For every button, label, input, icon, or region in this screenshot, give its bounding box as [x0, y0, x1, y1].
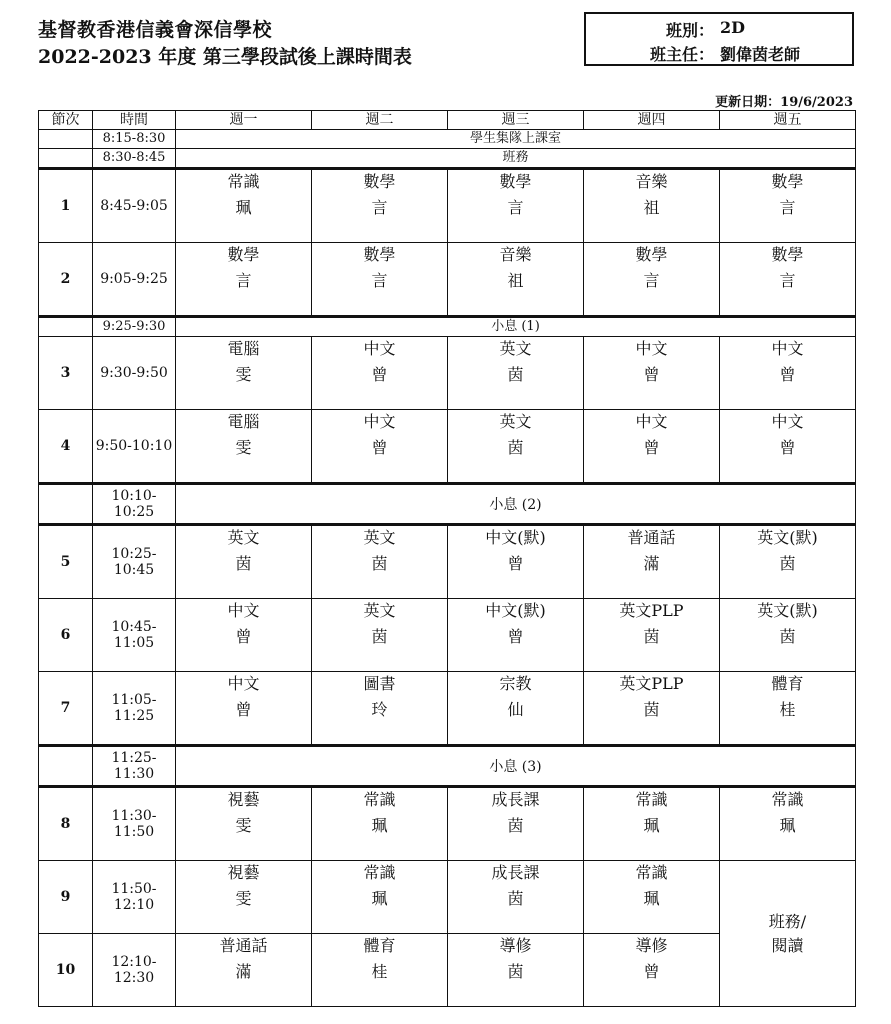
period-number-cell: 1 — [39, 169, 93, 243]
subject: 體育 — [363, 936, 396, 955]
lesson-cell — [176, 337, 312, 410]
activity-cell: 學生集隊上課室 — [176, 130, 856, 149]
subject: 成長課 — [491, 863, 540, 882]
subject: 數學 — [635, 245, 668, 264]
teacher: 曾 — [779, 365, 796, 384]
teacher: 曾 — [371, 365, 388, 384]
subject: 普通話 — [627, 528, 676, 547]
teacher: 茵 — [779, 554, 796, 573]
subject: 導修 — [635, 936, 668, 955]
teacher: 茵 — [507, 438, 524, 457]
period-number-cell — [39, 317, 93, 337]
teacher: 茵 — [779, 627, 796, 646]
lesson-cell — [720, 337, 856, 410]
teacher: 曾 — [235, 627, 252, 646]
lesson-cell — [312, 934, 448, 1007]
lesson-cell — [312, 861, 448, 934]
period-row — [39, 337, 856, 410]
class-label: 班別： — [665, 21, 714, 40]
subject: 英文PLP — [619, 601, 684, 620]
lesson-cell — [176, 787, 312, 861]
period-number-cell — [39, 746, 93, 787]
subject: 數學 — [771, 172, 804, 191]
col-header-tue: 週二 — [312, 111, 448, 130]
lesson-cell — [176, 525, 312, 599]
break-row — [39, 746, 856, 787]
time-cell: 9:25-9:30 — [93, 317, 176, 337]
time-cell: 9:30-9:50 — [93, 337, 176, 410]
subject: 中文 — [227, 601, 260, 620]
updated-date: 更新日期：19/6/2023 — [715, 95, 853, 110]
lesson-cell — [312, 243, 448, 317]
teacher: 桂 — [779, 700, 796, 719]
teacher: 滿 — [235, 962, 252, 981]
period-number-cell — [39, 484, 93, 525]
subject: 中文 — [635, 339, 668, 358]
subject: 數學 — [771, 245, 804, 264]
time-cell: 10:25-10:45 — [93, 525, 176, 599]
teacher: 言 — [235, 271, 252, 290]
break-cell: 小息 (2) — [176, 484, 856, 525]
time-cell: 8:45-9:05 — [93, 169, 176, 243]
lesson-cell — [584, 410, 720, 484]
teacher: 珮 — [235, 198, 252, 217]
period-number-cell: 5 — [39, 525, 93, 599]
col-header-period: 節次 — [39, 111, 93, 130]
class-info-box — [584, 12, 854, 66]
lesson-cell — [448, 243, 584, 317]
lesson-cell — [584, 337, 720, 410]
time-cell: 8:15-8:30 — [93, 130, 176, 149]
lesson-cell — [448, 861, 584, 934]
break-cell: 小息 (3) — [176, 746, 856, 787]
lesson-cell — [312, 410, 448, 484]
col-header-time: 時間 — [93, 111, 176, 130]
teacher: 茵 — [371, 554, 388, 573]
period-number-cell: 10 — [39, 934, 93, 1007]
teacher: 茵 — [371, 627, 388, 646]
teacher: 曾 — [643, 962, 660, 981]
subject: 數學 — [363, 172, 396, 191]
merged-cell: 班務/ 閱讀 — [720, 861, 856, 1007]
teacher: 雯 — [235, 365, 252, 384]
teacher-label: 班主任： — [649, 45, 714, 64]
subject: 成長課 — [491, 790, 540, 809]
lesson-cell — [720, 787, 856, 861]
teacher: 言 — [507, 198, 524, 217]
lesson-cell — [584, 787, 720, 861]
lesson-cell — [720, 599, 856, 672]
lesson-cell — [584, 672, 720, 746]
col-header-thu: 週四 — [584, 111, 720, 130]
subject: 英文 — [227, 528, 260, 547]
teacher: 曾 — [507, 554, 524, 573]
schedule-row — [39, 317, 856, 337]
school-name: 基督教香港信義會深信學校 — [38, 19, 273, 41]
col-header-wed: 週三 — [448, 111, 584, 130]
subject: 常識 — [363, 790, 396, 809]
teacher: 珮 — [371, 816, 388, 835]
teacher: 言 — [779, 198, 796, 217]
lesson-cell — [312, 599, 448, 672]
subject: 音樂 — [635, 172, 668, 191]
subject: 英文 — [363, 601, 396, 620]
lesson-cell — [448, 410, 584, 484]
lesson-cell — [448, 934, 584, 1007]
lesson-cell — [176, 861, 312, 934]
time-cell: 8:30-8:45 — [93, 149, 176, 169]
subject: 英文PLP — [619, 674, 684, 693]
time-cell: 12:10-12:30 — [93, 934, 176, 1007]
subject: 普通話 — [219, 936, 268, 955]
period-number-cell — [39, 130, 93, 149]
subject: 中文 — [771, 412, 804, 431]
teacher: 茵 — [507, 365, 524, 384]
teacher: 茵 — [643, 627, 660, 646]
subject: 電腦 — [227, 339, 260, 358]
teacher: 言 — [371, 198, 388, 217]
period-number-cell — [39, 149, 93, 169]
schedule-row — [39, 149, 856, 169]
period-row — [39, 243, 856, 317]
subject: 英文(默) — [757, 528, 818, 547]
teacher: 曾 — [507, 627, 524, 646]
timetable — [38, 110, 856, 1007]
time-cell: 10:45-11:05 — [93, 599, 176, 672]
teacher: 珮 — [779, 816, 796, 835]
lesson-cell — [584, 599, 720, 672]
teacher: 珮 — [643, 889, 660, 908]
teacher: 茵 — [507, 889, 524, 908]
teacher: 曾 — [643, 365, 660, 384]
subject: 音樂 — [499, 245, 532, 264]
subject: 數學 — [363, 245, 396, 264]
teacher: 祖 — [507, 271, 524, 290]
lesson-cell — [448, 672, 584, 746]
lesson-cell — [176, 934, 312, 1007]
lesson-cell — [176, 599, 312, 672]
subject: 英文 — [363, 528, 396, 547]
time-cell: 11:05-11:25 — [93, 672, 176, 746]
time-cell: 10:10-10:25 — [93, 484, 176, 525]
lesson-cell — [312, 672, 448, 746]
teacher: 茵 — [507, 816, 524, 835]
period-row — [39, 599, 856, 672]
class-value: 2D — [720, 18, 746, 37]
subject: 數學 — [227, 245, 260, 264]
subject: 常識 — [635, 790, 668, 809]
lesson-cell — [312, 525, 448, 599]
period-number-cell: 7 — [39, 672, 93, 746]
lesson-cell — [584, 169, 720, 243]
time-cell: 11:50-12:10 — [93, 861, 176, 934]
period-number-cell: 9 — [39, 861, 93, 934]
subject: 英文 — [499, 339, 532, 358]
period-row — [39, 672, 856, 746]
subject: 視藝 — [227, 790, 260, 809]
lesson-cell — [584, 243, 720, 317]
class-row — [586, 18, 852, 41]
lesson-cell — [448, 787, 584, 861]
teacher: 茵 — [507, 962, 524, 981]
teacher: 言 — [371, 271, 388, 290]
header-row — [39, 111, 856, 130]
lesson-cell — [720, 169, 856, 243]
subject: 中文 — [227, 674, 260, 693]
lesson-cell — [584, 934, 720, 1007]
lesson-cell — [448, 599, 584, 672]
time-cell: 9:05-9:25 — [93, 243, 176, 317]
time-cell: 11:30-11:50 — [93, 787, 176, 861]
subject: 中文 — [771, 339, 804, 358]
period-row — [39, 787, 856, 861]
teacher: 言 — [779, 271, 796, 290]
subject: 中文(默) — [485, 601, 546, 620]
lesson-cell — [720, 243, 856, 317]
subject: 數學 — [499, 172, 532, 191]
subject: 宗教 — [499, 674, 532, 693]
teacher: 茵 — [643, 700, 660, 719]
period-row — [39, 169, 856, 243]
col-header-mon: 週一 — [176, 111, 312, 130]
teacher: 曾 — [643, 438, 660, 457]
teacher: 茵 — [235, 554, 252, 573]
teacher: 祖 — [643, 198, 660, 217]
lesson-cell — [720, 672, 856, 746]
lesson-cell — [176, 243, 312, 317]
teacher-value: 劉偉茵老師 — [720, 45, 801, 64]
subject: 中文(默) — [485, 528, 546, 547]
teacher: 雯 — [235, 438, 252, 457]
subject: 英文 — [499, 412, 532, 431]
lesson-cell — [176, 410, 312, 484]
subject: 常識 — [771, 790, 804, 809]
subject: 英文(默) — [757, 601, 818, 620]
subject: 常識 — [635, 863, 668, 882]
lesson-cell — [312, 787, 448, 861]
lesson-cell — [176, 672, 312, 746]
teacher: 珮 — [371, 889, 388, 908]
teacher: 玲 — [371, 700, 388, 719]
subject: 視藝 — [227, 863, 260, 882]
activity-cell: 小息 (1) — [176, 317, 856, 337]
teacher: 仙 — [507, 700, 524, 719]
subject: 中文 — [635, 412, 668, 431]
subject: 常識 — [363, 863, 396, 882]
subject: 圖書 — [363, 674, 396, 693]
subject: 中文 — [363, 339, 396, 358]
subject: 導修 — [499, 936, 532, 955]
lesson-cell — [448, 337, 584, 410]
subject: 體育 — [771, 674, 804, 693]
break-row — [39, 484, 856, 525]
period-number-cell: 3 — [39, 337, 93, 410]
time-cell: 11:25-11:30 — [93, 746, 176, 787]
teacher: 桂 — [371, 962, 388, 981]
period-row — [39, 525, 856, 599]
period-number-cell: 4 — [39, 410, 93, 484]
teacher: 言 — [643, 271, 660, 290]
col-header-fri: 週五 — [720, 111, 856, 130]
period-row — [39, 410, 856, 484]
lesson-cell — [720, 410, 856, 484]
teacher: 珮 — [643, 816, 660, 835]
lesson-cell — [176, 169, 312, 243]
period-number-cell: 6 — [39, 599, 93, 672]
teacher: 雯 — [235, 816, 252, 835]
teacher: 滿 — [643, 554, 660, 573]
subject: 常識 — [227, 172, 260, 191]
lesson-cell — [584, 861, 720, 934]
teacher: 雯 — [235, 889, 252, 908]
period-number-cell: 2 — [39, 243, 93, 317]
subject: 中文 — [363, 412, 396, 431]
teacher: 曾 — [779, 438, 796, 457]
timetable-title: 2022-2023 年度 第三學段試後上課時間表 — [38, 46, 412, 68]
activity-cell: 班務 — [176, 149, 856, 169]
period-row — [39, 861, 856, 934]
lesson-cell — [720, 525, 856, 599]
lesson-cell — [448, 169, 584, 243]
lesson-cell — [312, 169, 448, 243]
teacher-row — [586, 42, 852, 65]
lesson-cell — [448, 525, 584, 599]
teacher: 曾 — [371, 438, 388, 457]
teacher: 曾 — [235, 700, 252, 719]
lesson-cell — [584, 525, 720, 599]
schedule-row — [39, 130, 856, 149]
subject: 電腦 — [227, 412, 260, 431]
lesson-cell — [312, 337, 448, 410]
time-cell: 9:50-10:10 — [93, 410, 176, 484]
period-number-cell: 8 — [39, 787, 93, 861]
